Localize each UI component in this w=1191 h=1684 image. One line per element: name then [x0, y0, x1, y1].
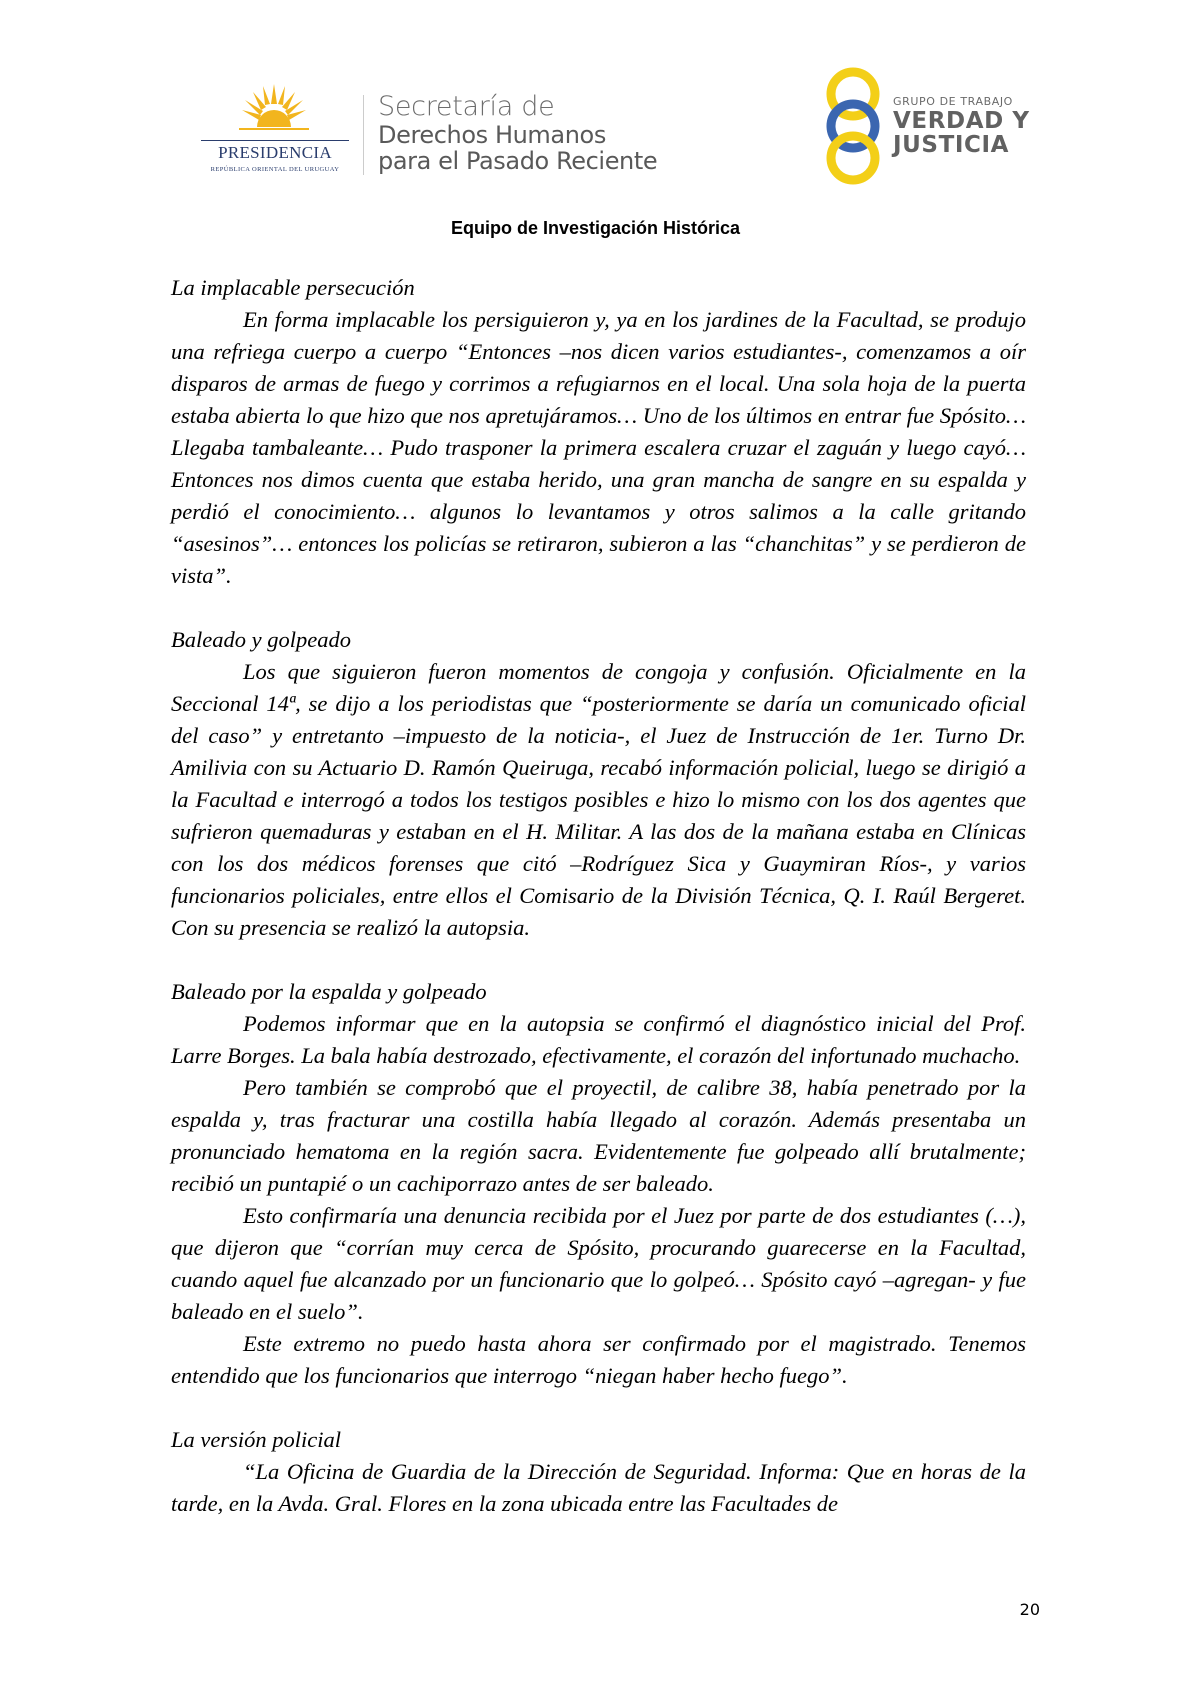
- header-divider: [363, 95, 364, 175]
- presidencia-name: PRESIDENCIA: [218, 143, 332, 162]
- paragraph: Podemos informar que en la autopsia se confirmó el diagnóstico inicial del Prof. Larre Borges. La bala había destrozado, efectivamente, el corazón del infortunado muchacho.: [171, 1011, 1026, 1068]
- grupo-line-3: JUSTICIA: [893, 132, 1010, 158]
- paragraph: Los que siguieron fueron momentos de congoja y confusión. Oficialmente en la Seccional 14ª, se dijo a los periodistas que “posteriormente se daría un comunicado oficial del caso” y entretanto –impuesto de la noticia-, el Juez de Instrucción de 1er. Turno Dr. Amilivia con su Actuario D. Ramón Queiruga, recabó información policial, luego se dirigió a la Facultad e interrogó a todos los testigos posibles e hizo lo mismo con los dos agentes que sufrieron quemaduras y estaban en el H. Militar. A las dos de la mañana estaba en Clínicas con los dos médicos forenses que citó –Rodríguez Sica y Guaymiran Ríos-, y varios funcionarios policiales, entre ellos el Comisario de la División Técnica, Q. I. Raúl Bergeret. Con su presencia se realizó la autopsia.: [171, 659, 1026, 940]
- paragraph: En forma implacable los persiguieron y, ya en los jardines de la Facultad, se produjo una refriega cuerpo a cuerpo “Entonces –nos dicen varios estudiantes-, comenzamos a oír disparos de armas de fuego y corrimos a refugiarnos en el local. Una sola hoja de la puerta estaba abierta lo que hizo que nos apretujáramos… Uno de los últimos en entrar fue Spósito… Llegaba tambaleante… Pudo trasponer la primera escalera cruzar el zaguán y luego cayó… Entonces nos dimos cuenta que estaba herido, una gran mancha de sangre en su espalda y perdió el conocimiento… algunos lo levantamos y otros salimos a la calle gritando “asesinos”… entonces los policías se retiraron, subieron a las “chanchitas” y se perdieron de vista”.: [171, 307, 1026, 588]
- paragraph: “La Oficina de Guardia de la Dirección de Seguridad. Informa: Que en horas de la tarde, en la Avda. Gral. Flores en la zona ubicada entre las Facultades de: [171, 1459, 1026, 1516]
- page-header: [0, 0, 1191, 238]
- presidencia-subtitle: REPÚBLICA ORIENTAL DEL URUGUAY: [210, 166, 340, 173]
- grupo-line-2: VERDAD Y: [893, 108, 1030, 134]
- section-heading: La versión policial: [171, 1427, 341, 1452]
- sun-emblem-icon: [239, 82, 309, 142]
- presidencia-logo: [195, 82, 355, 177]
- team-title: Equipo de Investigación Histórica: [450, 218, 741, 238]
- spacer: [171, 944, 1026, 976]
- grupo-trabajo-text: [893, 95, 1030, 157]
- paragraph: Esto confirmaría una denuncia recibida por el Juez por parte de dos estudiantes (…), que dijeron que “corrían muy cerca de Spósito, procurando guarecerse en la Facultad, cuando aquel fue alcanzado por un funcionario que lo golpeó… Spósito cayó –agregan- y fue baleado en el suelo”.: [171, 1203, 1026, 1324]
- grupo-line-1: GRUPO DE TRABAJO: [893, 95, 1013, 108]
- section-heading: Baleado y golpeado: [171, 627, 351, 652]
- paragraph: Pero también se comprobó que el proyectil, de calibre 38, había penetrado por la espalda y, tras fracturar una costilla había llegado al corazón. Además presentaba un pronunciado hematoma en la región sacra. Evidentemente fue golpeado allí brutalmente; recibió un puntapié o un cachiporrazo antes de ser baleado.: [171, 1075, 1026, 1196]
- page-number: 20: [1019, 1600, 1040, 1619]
- secretaria-logo-text: [378, 92, 657, 174]
- section-heading: Baleado por la espalda y golpeado: [171, 979, 487, 1004]
- spacer: [171, 592, 1026, 624]
- secretaria-line-3: para el Pasado Reciente: [378, 147, 658, 175]
- paragraph: Este extremo no puedo hasta ahora ser confirmado por el magistrado. Tenemos entendido que los funcionarios que interrogo “niegan haber hecho fuego”.: [171, 1331, 1026, 1388]
- section-heading: La implacable persecución: [171, 275, 415, 300]
- spacer: [171, 1392, 1026, 1424]
- document-body: [171, 272, 1026, 1520]
- secretaria-line-1: Secretaría de: [378, 91, 555, 122]
- presidencia-divider: [201, 140, 349, 141]
- secretaria-line-2: Derechos Humanos: [378, 121, 606, 149]
